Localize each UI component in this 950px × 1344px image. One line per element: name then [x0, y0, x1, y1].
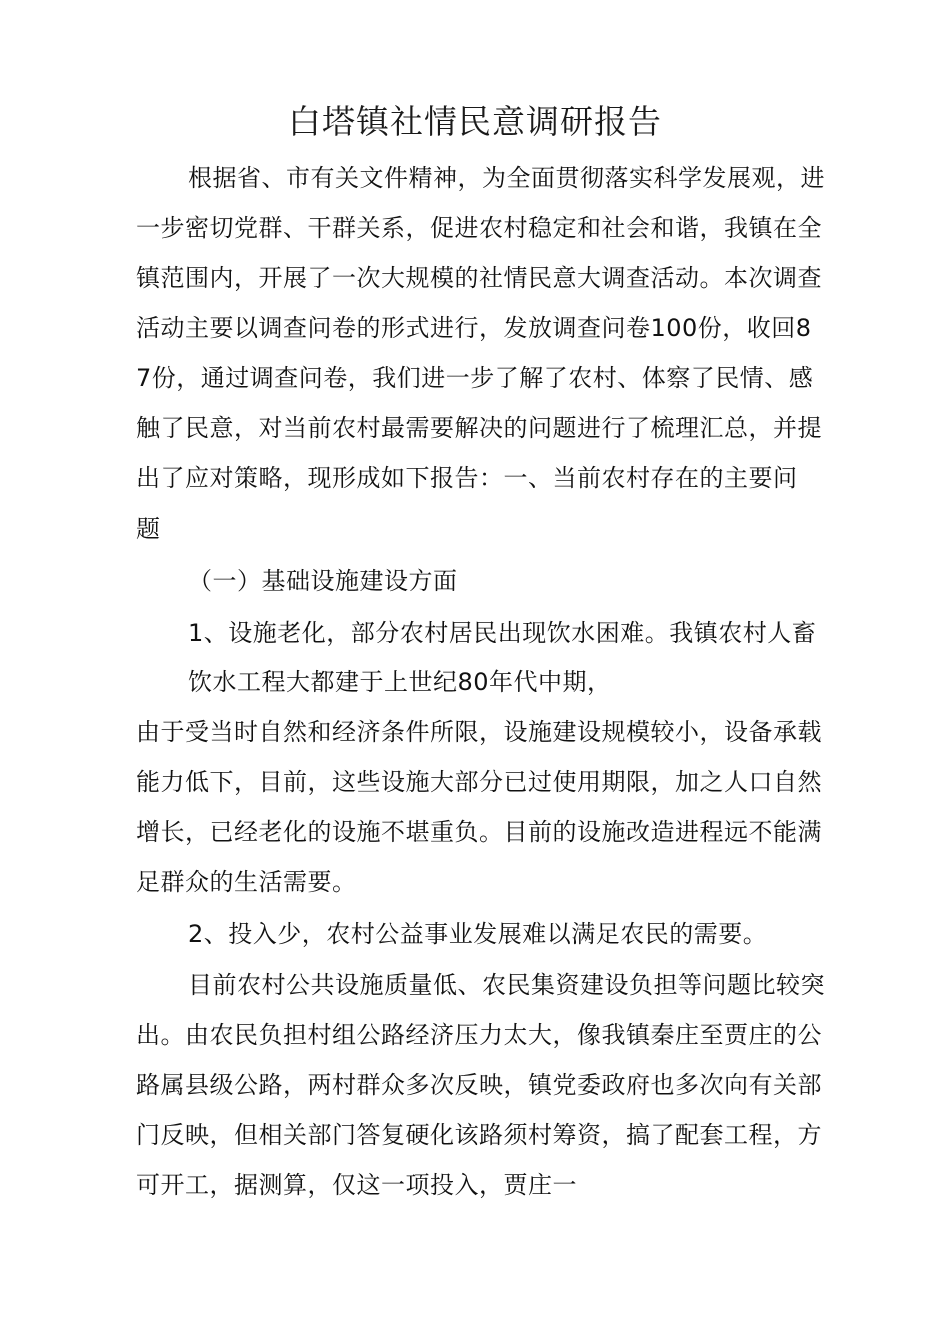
paragraph-line: 题 — [136, 515, 161, 543]
paragraph-line: 增长，已经老化的设施不堪重负。目前的设施改造进程远不能满 — [136, 818, 822, 846]
paragraph-line: 一步密切党群、干群关系，促进农村稳定和社会和谐，我镇在全 — [136, 214, 822, 242]
paragraph-line: 7份，通过调查问卷，我们进一步了解了农村、体察了民情、感 — [136, 364, 814, 392]
paragraph-line: 2、投入少，农村公益事业发展难以满足农民的需要。 — [188, 920, 768, 948]
paragraph-line: 由于受当时自然和经济条件所限，设施建设规模较小，设备承载 — [136, 718, 822, 746]
paragraph-line: 门反映，但相关部门答复硬化该路须村筹资，搞了配套工程，方 — [136, 1121, 822, 1149]
paragraph-line: 路属县级公路，两村群众多次反映，镇党委政府也多次向有关部 — [136, 1071, 822, 1099]
paragraph-line: 出了应对策略，现形成如下报告：一、当前农村存在的主要问 — [136, 464, 798, 492]
section-heading: （一）基础设施建设方面 — [188, 567, 458, 595]
document-title: 白塔镇社情民意调研报告 — [288, 102, 662, 141]
paragraph-line: 触了民意，对当前农村最需要解决的问题进行了梳理汇总，并提 — [136, 414, 822, 442]
paragraph-line: 能力低下，目前，这些设施大部分已过使用期限，加之人口自然 — [136, 768, 822, 796]
paragraph-line: 根据省、市有关文件精神，为全面贯彻落实科学发展观，进 — [188, 164, 825, 192]
paragraph-line: 1、设施老化，部分农村居民出现饮水困难。我镇农村人畜 — [188, 619, 817, 647]
paragraph-line: 活动主要以调查问卷的形式进行，发放调查问卷100份，收回8 — [136, 314, 812, 342]
paragraph-line: 出。由农民负担村组公路经济压力太大，像我镇秦庄至贾庄的公 — [136, 1021, 822, 1049]
paragraph-line: 饮水工程大都建于上世纪80年代中期， — [188, 668, 612, 696]
paragraph-line: 可开工，据测算，仅这一项投入，贾庄一 — [136, 1171, 577, 1199]
paragraph-line: 目前农村公共设施质量低、农民集资建设负担等问题比较突 — [188, 971, 825, 999]
paragraph-line: 足群众的生活需要。 — [136, 868, 357, 896]
paragraph-line: 镇范围内，开展了一次大规模的社情民意大调查活动。本次调查 — [136, 264, 822, 292]
